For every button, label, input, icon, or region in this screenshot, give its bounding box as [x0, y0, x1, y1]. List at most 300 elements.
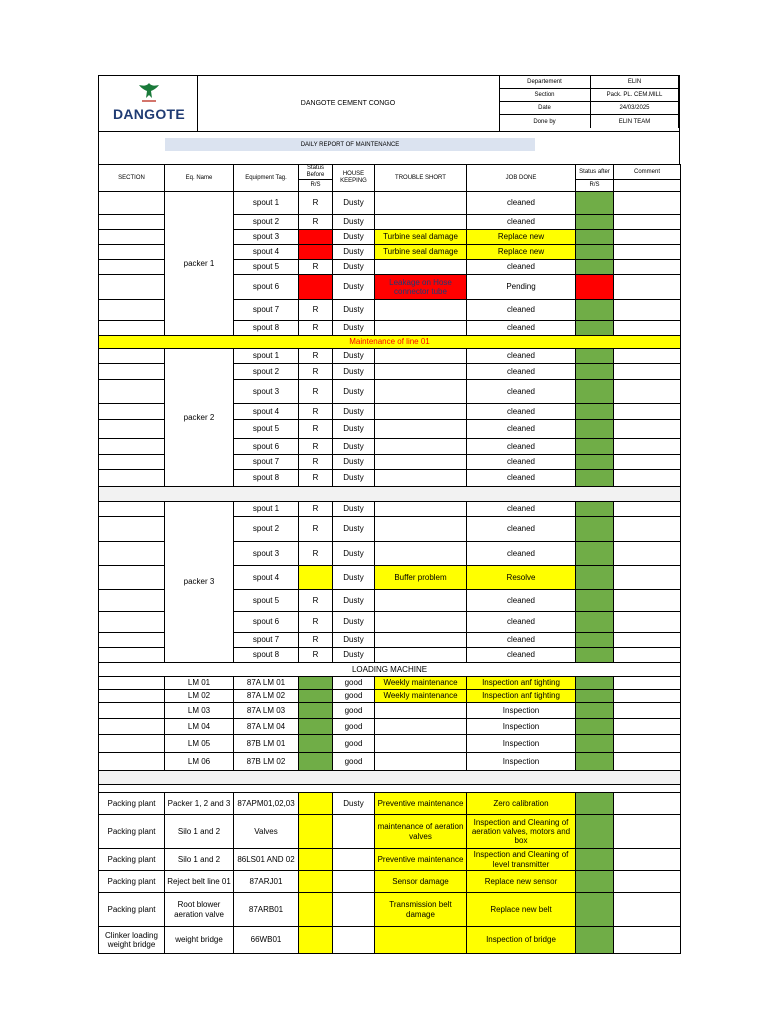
trouble-cell	[375, 321, 467, 336]
status-after-cell	[576, 349, 614, 364]
comment-cell	[614, 566, 681, 590]
status-after-cell	[576, 455, 614, 470]
tag-cell: spout 4	[234, 566, 299, 590]
tag-cell: spout 1	[234, 502, 299, 517]
house-cell: Dusty	[333, 455, 375, 470]
job-cell: cleaned	[467, 439, 576, 455]
trouble-cell	[375, 260, 467, 275]
section-cell	[99, 455, 165, 470]
eq-name-cell: LM 02	[165, 690, 234, 703]
status-after-cell	[576, 927, 614, 954]
company-name: DANGOTE CEMENT CONGO	[197, 76, 500, 131]
status-after-cell	[576, 275, 614, 300]
job-cell: cleaned	[467, 192, 576, 215]
comment-cell	[614, 612, 681, 633]
house-cell	[333, 815, 375, 849]
tag-cell: 86LS01 AND 02	[234, 849, 299, 871]
job-cell: cleaned	[467, 612, 576, 633]
trouble-cell	[375, 215, 467, 230]
status-after-cell	[576, 215, 614, 230]
tag-cell: spout 7	[234, 455, 299, 470]
status-before-cell: R	[299, 300, 333, 321]
job-cell: cleaned	[467, 648, 576, 663]
job-cell: cleaned	[467, 470, 576, 487]
status-before-cell: R	[299, 633, 333, 648]
house-cell: good	[333, 690, 375, 703]
status-before-cell: R	[299, 420, 333, 439]
trouble-cell: Weekly maintenance	[375, 690, 467, 703]
tag-cell: spout 6	[234, 612, 299, 633]
house-cell: Dusty	[333, 230, 375, 245]
job-cell: cleaned	[467, 364, 576, 380]
section-cell	[99, 245, 165, 260]
status-after-cell	[576, 230, 614, 245]
tag-cell: Valves	[234, 815, 299, 849]
spacer-row	[99, 785, 681, 793]
tag-cell: spout 5	[234, 260, 299, 275]
comment-cell	[614, 517, 681, 542]
house-cell	[333, 893, 375, 927]
comment-cell	[614, 455, 681, 470]
comment-cell	[614, 275, 681, 300]
section-cell: Packing plant	[99, 815, 165, 849]
tag-cell: 87A LM 01	[234, 677, 299, 690]
status-before-cell: R	[299, 321, 333, 336]
status-before-cell: R	[299, 542, 333, 566]
tag-cell: spout 2	[234, 215, 299, 230]
trouble-cell	[375, 719, 467, 735]
job-cell: Inspection and Cleaning of level transmitter	[467, 849, 576, 871]
house-cell	[333, 849, 375, 871]
brand-wordmark: DANGOTE	[112, 106, 186, 122]
eq-name-cell: Silo 1 and 2	[165, 849, 234, 871]
house-cell: good	[333, 703, 375, 719]
line-banner: Maintenance of line 01	[99, 336, 681, 349]
house-cell: Dusty	[333, 793, 375, 815]
report-title: DAILY REPORT OF MAINTENANCE	[165, 138, 535, 151]
job-cell: Replace new	[467, 245, 576, 260]
trouble-cell	[375, 753, 467, 771]
house-cell: Dusty	[333, 542, 375, 566]
status-before-cell	[299, 230, 333, 245]
trouble-cell	[375, 612, 467, 633]
tag-cell: 66WB01	[234, 927, 299, 954]
eq-name-cell: LM 06	[165, 753, 234, 771]
job-cell: cleaned	[467, 542, 576, 566]
house-cell	[333, 871, 375, 893]
status-before-cell	[299, 719, 333, 735]
section-cell	[99, 590, 165, 612]
status-after-cell	[576, 648, 614, 663]
job-cell: Inspection	[467, 735, 576, 753]
status-before-cell: R	[299, 404, 333, 420]
meta-key: Departement	[499, 76, 591, 88]
job-cell: Inspection	[467, 719, 576, 735]
comment-cell	[614, 648, 681, 663]
status-after-cell	[576, 590, 614, 612]
trouble-cell	[375, 420, 467, 439]
comment-cell	[614, 815, 681, 849]
house-cell: Dusty	[333, 192, 375, 215]
eq-name-cell: packer 1	[165, 192, 234, 336]
status-before-cell: R	[299, 380, 333, 404]
job-cell: cleaned	[467, 590, 576, 612]
job-cell: Inspection	[467, 703, 576, 719]
job-cell: cleaned	[467, 380, 576, 404]
status-after-cell	[576, 192, 614, 215]
section-cell	[99, 404, 165, 420]
section-cell	[99, 566, 165, 590]
house-cell: Dusty	[333, 245, 375, 260]
tag-cell: spout 2	[234, 517, 299, 542]
status-before-cell	[299, 815, 333, 849]
job-cell: Inspection anf tighting	[467, 677, 576, 690]
status-before-cell: R	[299, 349, 333, 364]
job-cell: cleaned	[467, 404, 576, 420]
meta-value: Pack. PL. CEM.MILL	[591, 89, 679, 101]
status-before-cell: R	[299, 590, 333, 612]
meta-key: Section	[499, 89, 591, 101]
tag-cell: spout 3	[234, 230, 299, 245]
section-cell	[99, 703, 165, 719]
section-cell: Packing plant	[99, 849, 165, 871]
house-cell: good	[333, 677, 375, 690]
status-before-cell: R	[299, 517, 333, 542]
col-section: SECTION	[99, 165, 165, 192]
report-header	[98, 75, 680, 132]
status-after-cell	[576, 735, 614, 753]
separator-row	[99, 487, 681, 502]
house-cell: Dusty	[333, 648, 375, 663]
comment-cell	[614, 871, 681, 893]
trouble-cell	[375, 439, 467, 455]
comment-cell	[614, 719, 681, 735]
house-cell: Dusty	[333, 612, 375, 633]
tag-cell: spout 1	[234, 192, 299, 215]
house-cell: Dusty	[333, 300, 375, 321]
eq-name-cell: LM 04	[165, 719, 234, 735]
house-cell: Dusty	[333, 321, 375, 336]
tag-cell: 87B LM 01	[234, 735, 299, 753]
house-cell: good	[333, 735, 375, 753]
tag-cell: spout 8	[234, 470, 299, 487]
status-before-cell: R	[299, 192, 333, 215]
status-before-cell	[299, 703, 333, 719]
report-title-band	[98, 132, 680, 164]
trouble-cell: Turbine seal damage	[375, 245, 467, 260]
trouble-cell	[375, 648, 467, 663]
meta-value: ELIN TEAM	[591, 115, 679, 128]
job-cell: cleaned	[467, 215, 576, 230]
maintenance-table	[98, 164, 681, 954]
section-cell	[99, 612, 165, 633]
col-status-after: Status after	[576, 165, 614, 180]
trouble-cell	[375, 364, 467, 380]
status-after-cell	[576, 517, 614, 542]
comment-cell	[614, 349, 681, 364]
house-cell: Dusty	[333, 215, 375, 230]
tag-cell: 87ARJ01	[234, 871, 299, 893]
comment-cell	[614, 192, 681, 215]
section-cell	[99, 633, 165, 648]
col-eq-name: Eq. Name	[165, 165, 234, 192]
comment-cell	[614, 703, 681, 719]
comment-cell	[614, 633, 681, 648]
status-after-cell	[576, 364, 614, 380]
trouble-cell	[375, 455, 467, 470]
tag-cell: 87APM01,02,03	[234, 793, 299, 815]
trouble-cell: Sensor damage	[375, 871, 467, 893]
section-cell	[99, 192, 165, 215]
trouble-cell	[375, 517, 467, 542]
section-cell: Packing plant	[99, 793, 165, 815]
col-job: JOB DONE	[467, 165, 576, 192]
trouble-cell	[375, 192, 467, 215]
comment-cell	[614, 300, 681, 321]
status-before-cell	[299, 927, 333, 954]
tag-cell: spout 7	[234, 633, 299, 648]
trouble-cell	[375, 633, 467, 648]
comment-cell	[614, 590, 681, 612]
job-cell: Inspection	[467, 753, 576, 771]
job-cell: cleaned	[467, 420, 576, 439]
job-cell: cleaned	[467, 633, 576, 648]
trouble-cell	[375, 735, 467, 753]
section-cell	[99, 677, 165, 690]
comment-cell	[614, 230, 681, 245]
trouble-cell: Transmission belt damage	[375, 893, 467, 927]
col-house: HOUSE KEEPING	[333, 165, 375, 192]
status-after-cell	[576, 633, 614, 648]
status-after-cell	[576, 542, 614, 566]
tag-cell: spout 5	[234, 590, 299, 612]
job-cell: Replace new sensor	[467, 871, 576, 893]
trouble-cell: Preventive maintenance	[375, 793, 467, 815]
status-after-cell	[576, 420, 614, 439]
house-cell: Dusty	[333, 380, 375, 404]
status-before-cell	[299, 871, 333, 893]
section-cell	[99, 735, 165, 753]
comment-cell	[614, 215, 681, 230]
status-before-cell: R	[299, 648, 333, 663]
section-cell: Clinker loading weight bridge	[99, 927, 165, 954]
status-before-cell	[299, 893, 333, 927]
section-cell	[99, 275, 165, 300]
eq-name-cell: Root blower aeration valve	[165, 893, 234, 927]
status-before-cell	[299, 245, 333, 260]
job-cell: Resolve	[467, 566, 576, 590]
house-cell: Dusty	[333, 502, 375, 517]
loading-machine-title: LOADING MACHINE	[99, 663, 681, 677]
trouble-cell	[375, 542, 467, 566]
status-after-cell	[576, 677, 614, 690]
section-cell	[99, 380, 165, 404]
section-cell	[99, 517, 165, 542]
job-cell: Inspection anf tighting	[467, 690, 576, 703]
tag-cell: spout 8	[234, 321, 299, 336]
job-cell: Inspection of bridge	[467, 927, 576, 954]
job-cell: Replace new belt	[467, 893, 576, 927]
job-cell: cleaned	[467, 502, 576, 517]
eq-name-cell: LM 05	[165, 735, 234, 753]
job-cell: Replace new	[467, 230, 576, 245]
status-before-cell: R	[299, 439, 333, 455]
job-cell: cleaned	[467, 300, 576, 321]
status-after-cell	[576, 703, 614, 719]
house-cell: Dusty	[333, 404, 375, 420]
comment-cell	[614, 793, 681, 815]
col-rs: R/S	[299, 180, 333, 192]
tag-cell: spout 3	[234, 542, 299, 566]
comment-cell	[614, 542, 681, 566]
section-cell	[99, 542, 165, 566]
comment-cell	[614, 420, 681, 439]
status-before-cell	[299, 849, 333, 871]
comment-cell	[614, 439, 681, 455]
section-cell	[99, 690, 165, 703]
col-trouble: TROUBLE SHORT	[375, 165, 467, 192]
house-cell: Dusty	[333, 439, 375, 455]
house-cell: Dusty	[333, 566, 375, 590]
tag-cell: spout 4	[234, 245, 299, 260]
trouble-cell	[375, 404, 467, 420]
comment-cell	[614, 404, 681, 420]
job-cell: Inspection and Cleaning of aeration valves, motors and box	[467, 815, 576, 849]
job-cell: cleaned	[467, 260, 576, 275]
house-cell: Dusty	[333, 364, 375, 380]
trouble-cell: Buffer problem	[375, 566, 467, 590]
eagle-icon	[137, 80, 161, 104]
job-cell: Pending	[467, 275, 576, 300]
status-after-cell	[576, 815, 614, 849]
status-after-cell	[576, 404, 614, 420]
house-cell: Dusty	[333, 470, 375, 487]
section-cell	[99, 648, 165, 663]
comment-cell	[614, 245, 681, 260]
status-before-cell	[299, 677, 333, 690]
eq-name-cell: Silo 1 and 2	[165, 815, 234, 849]
comment-cell	[614, 321, 681, 336]
trouble-cell	[375, 300, 467, 321]
status-before-cell	[299, 793, 333, 815]
status-after-cell	[576, 470, 614, 487]
house-cell: Dusty	[333, 349, 375, 364]
status-before-cell: R	[299, 364, 333, 380]
section-cell	[99, 230, 165, 245]
trouble-cell	[375, 927, 467, 954]
section-cell	[99, 439, 165, 455]
tag-cell: 87B LM 02	[234, 753, 299, 771]
job-cell: cleaned	[467, 517, 576, 542]
status-before-cell	[299, 690, 333, 703]
status-before-cell: R	[299, 455, 333, 470]
meta-key: Done by	[499, 115, 591, 128]
meta-value: 24/03/2025	[591, 102, 679, 114]
house-cell: Dusty	[333, 420, 375, 439]
status-before-cell: R	[299, 470, 333, 487]
eq-name-cell: packer 2	[165, 349, 234, 487]
tag-cell: spout 8	[234, 648, 299, 663]
comment-cell	[614, 849, 681, 871]
tag-cell: spout 7	[234, 300, 299, 321]
comment-cell	[614, 735, 681, 753]
trouble-cell: Leakage on Hose connector tube	[375, 275, 467, 300]
trouble-cell	[375, 590, 467, 612]
trouble-cell: Weekly maintenance	[375, 677, 467, 690]
col-comment-blank	[614, 180, 681, 192]
status-after-cell	[576, 566, 614, 590]
comment-cell	[614, 364, 681, 380]
status-after-cell	[576, 893, 614, 927]
eq-name-cell: packer 3	[165, 502, 234, 663]
status-after-cell	[576, 321, 614, 336]
tag-cell: spout 6	[234, 275, 299, 300]
section-cell	[99, 260, 165, 275]
tag-cell: 87A LM 02	[234, 690, 299, 703]
trouble-cell: maintenance of aeration valves	[375, 815, 467, 849]
comment-cell	[614, 502, 681, 517]
section-cell	[99, 321, 165, 336]
comment-cell	[614, 927, 681, 954]
section-cell	[99, 364, 165, 380]
section-cell	[99, 502, 165, 517]
status-after-cell	[576, 871, 614, 893]
separator-row	[99, 771, 681, 785]
status-before-cell	[299, 735, 333, 753]
col-status-before: Status Before	[299, 165, 333, 180]
status-after-cell	[576, 753, 614, 771]
section-cell	[99, 215, 165, 230]
section-cell	[99, 300, 165, 321]
comment-cell	[614, 260, 681, 275]
tag-cell: spout 5	[234, 420, 299, 439]
status-after-cell	[576, 793, 614, 815]
col-comment: Comment	[614, 165, 681, 180]
status-after-cell	[576, 849, 614, 871]
job-cell: cleaned	[467, 349, 576, 364]
section-cell	[99, 349, 165, 364]
tag-cell: 87A LM 04	[234, 719, 299, 735]
meta-block	[499, 76, 679, 131]
section-cell: Packing plant	[99, 871, 165, 893]
status-before-cell: R	[299, 502, 333, 517]
house-cell	[333, 927, 375, 954]
section-cell	[99, 753, 165, 771]
meta-value: ELIN	[591, 76, 679, 88]
house-cell: good	[333, 753, 375, 771]
comment-cell	[614, 470, 681, 487]
col-rs: R/S	[576, 180, 614, 192]
trouble-cell	[375, 380, 467, 404]
tag-cell: spout 6	[234, 439, 299, 455]
trouble-cell	[375, 349, 467, 364]
comment-cell	[614, 753, 681, 771]
house-cell: good	[333, 719, 375, 735]
house-cell: Dusty	[333, 633, 375, 648]
tag-cell: 87ARB01	[234, 893, 299, 927]
job-cell: cleaned	[467, 455, 576, 470]
trouble-cell	[375, 502, 467, 517]
col-tag: Equipment Tag.	[234, 165, 299, 192]
status-after-cell	[576, 612, 614, 633]
status-after-cell	[576, 690, 614, 703]
house-cell: Dusty	[333, 275, 375, 300]
status-before-cell	[299, 275, 333, 300]
section-cell	[99, 719, 165, 735]
section-cell	[99, 420, 165, 439]
comment-cell	[614, 690, 681, 703]
report-sheet	[98, 75, 680, 954]
